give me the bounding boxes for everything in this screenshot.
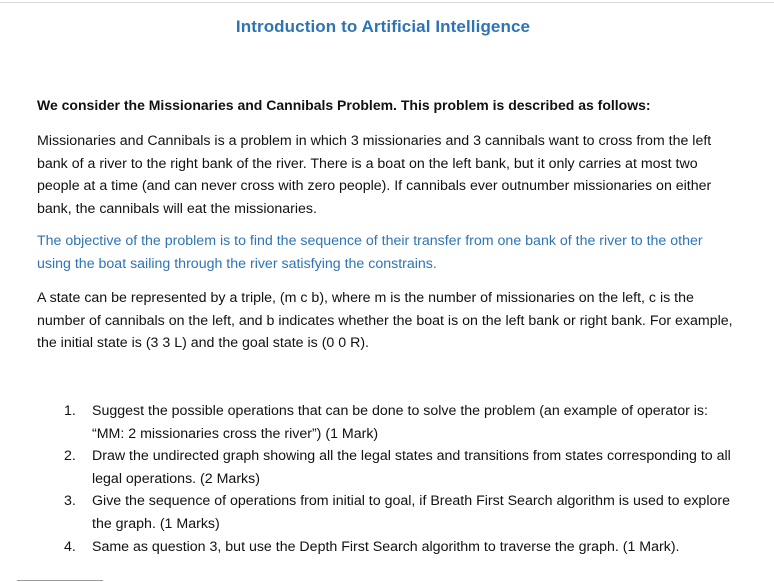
question-item [64, 400, 734, 445]
question-number: 3. [64, 493, 76, 510]
question-text: Give the sequence of operations from initial to goal, if Breath First Search algorithm is used to explore the graph. (1 Marks) [92, 493, 730, 532]
page-top-border [0, 2, 774, 3]
question-number: 4. [64, 538, 76, 555]
question-item [64, 536, 734, 559]
question-number: 2. [64, 448, 76, 465]
question-number: 1. [64, 403, 76, 419]
question-list [64, 400, 734, 558]
state-representation: A state can be represented by a triple, (m c b), where m is the number of missionaries on the left, c is the number of cannibals on the left, and b indicates whether the boat is on the left bank or right bank. For example, the initial state is (3 3 L) and the goal state is (0 0 R). [37, 290, 733, 352]
question-text: Same as question 3, but use the Depth First Search algorithm to traverse the graph. (1 Mark). [92, 538, 680, 555]
problem-description: Missionaries and Cannibals is a problem in which 3 missionaries and 3 cannibals want to cross from the left bank of a river to the right bank of the river. There is a boat on the left bank, but it only carries at most two people at a time (and can never cross with zero people). If cannibals ever outnumber missionaries on either bank, the cannibals will eat the missionaries. [37, 133, 712, 217]
question-text: Draw the undirected graph showing all the legal states and transitions from states corresponding to all legal operations. (2 Marks) [92, 448, 731, 487]
footnote-separator [17, 580, 103, 581]
question-item [64, 490, 734, 535]
page-title: Introduction to Artificial Intelligence [235, 17, 531, 36]
problem-objective: The objective of the problem is to find the sequence of their transfer from one bank of the river to the other using the boat sailing through the river satisfying the constrains. [37, 233, 703, 272]
problem-intro: We consider the Missionaries and Cannibals Problem. This problem is described as follows: [37, 97, 651, 113]
question-text: Suggest the possible operations that can be done to solve the problem (an example of operator is: “MM: 2 missionaries cross the river”) (1 Mark) [92, 403, 708, 442]
question-item [64, 445, 734, 490]
